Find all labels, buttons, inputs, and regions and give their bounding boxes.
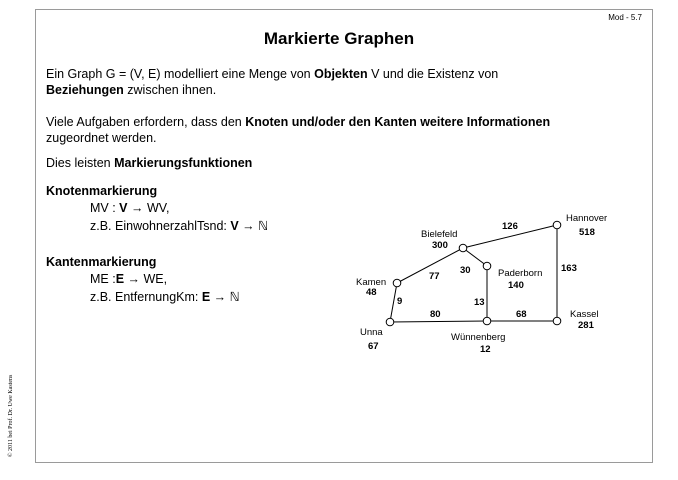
edge-label-unna-wuennenberg: 80 [430, 309, 441, 320]
edge-label-bielefeld-paderborn: 30 [460, 265, 471, 276]
node-value-unna: 67 [368, 341, 379, 352]
node-value-kamen: 48 [366, 287, 377, 298]
node-value-hannover: 518 [579, 227, 595, 238]
node-label-hannover: Hannover [566, 213, 608, 224]
page-title: Markierte Graphen [263, 29, 415, 48]
node-label-wuennenberg: Wünnenberg [451, 332, 506, 343]
heading-knotenmarkierung: Knotenmarkierung [46, 184, 158, 198]
edge-bielefeld-paderborn [463, 248, 487, 266]
paragraph-labeling-functions: Dies leisten Markierungsfunktionen [46, 156, 253, 170]
paragraph-graph-definition: Ein Graph G = (V, E) modelliert eine Menge von Objekten V und die Existenz von Beziehungen zwischen ihnen. [46, 67, 499, 97]
node-kamen [393, 279, 401, 287]
edge-kamen-unna [390, 283, 397, 322]
edge-label-bielefeld-hannover: 126 [502, 221, 518, 232]
node-paderborn [483, 262, 491, 270]
node-kassel [553, 317, 561, 325]
node-value-kassel: 281 [578, 320, 594, 331]
node-unna [386, 318, 394, 326]
node-bielefeld [459, 244, 467, 252]
paragraph-additional-info: Viele Aufgaben erfordern, dass den Knoten und/oder den Kanten weitere Informationen zugeordnet werden. [46, 115, 551, 145]
node-label-bielefeld: Bielefeld [421, 229, 458, 240]
copyright-notice: © 2011 bei Prof. Dr. Uwe Kastens [8, 374, 14, 457]
node-value-bielefeld: 300 [432, 240, 448, 251]
edge-label-bielefeld-kamen: 77 [429, 271, 440, 282]
kanten-line-2: z.B. EntfernungKm: E → ℕ [90, 290, 240, 304]
kanten-line-1: ME :E → WE, [90, 272, 168, 286]
edge-unna-wuennenberg [390, 321, 487, 322]
edge-label-paderborn-wuennenberg: 13 [474, 297, 485, 308]
node-wuennenberg [483, 317, 491, 325]
knoten-line-2: z.B. EinwohnerzahlTsnd: V → ℕ [90, 219, 269, 233]
node-label-unna: Unna [360, 327, 383, 338]
node-value-wuennenberg: 12 [480, 344, 491, 355]
node-value-paderborn: 140 [508, 280, 524, 291]
node-label-kamen: Kamen [356, 277, 387, 288]
node-label-kassel: Kassel [570, 309, 599, 320]
edge-label-wuennenberg-kassel: 68 [516, 309, 527, 320]
node-label-paderborn: Paderborn [498, 268, 543, 279]
edge-label-hannover-kassel: 163 [561, 263, 577, 274]
heading-kantenmarkierung: Kantenmarkierung [46, 255, 157, 269]
slide-number: Mod - 5.7 [608, 13, 642, 22]
knoten-line-1: MV : V → WV, [90, 201, 170, 215]
edge-label-kamen-unna: 9 [397, 296, 403, 307]
node-hannover [553, 221, 561, 229]
